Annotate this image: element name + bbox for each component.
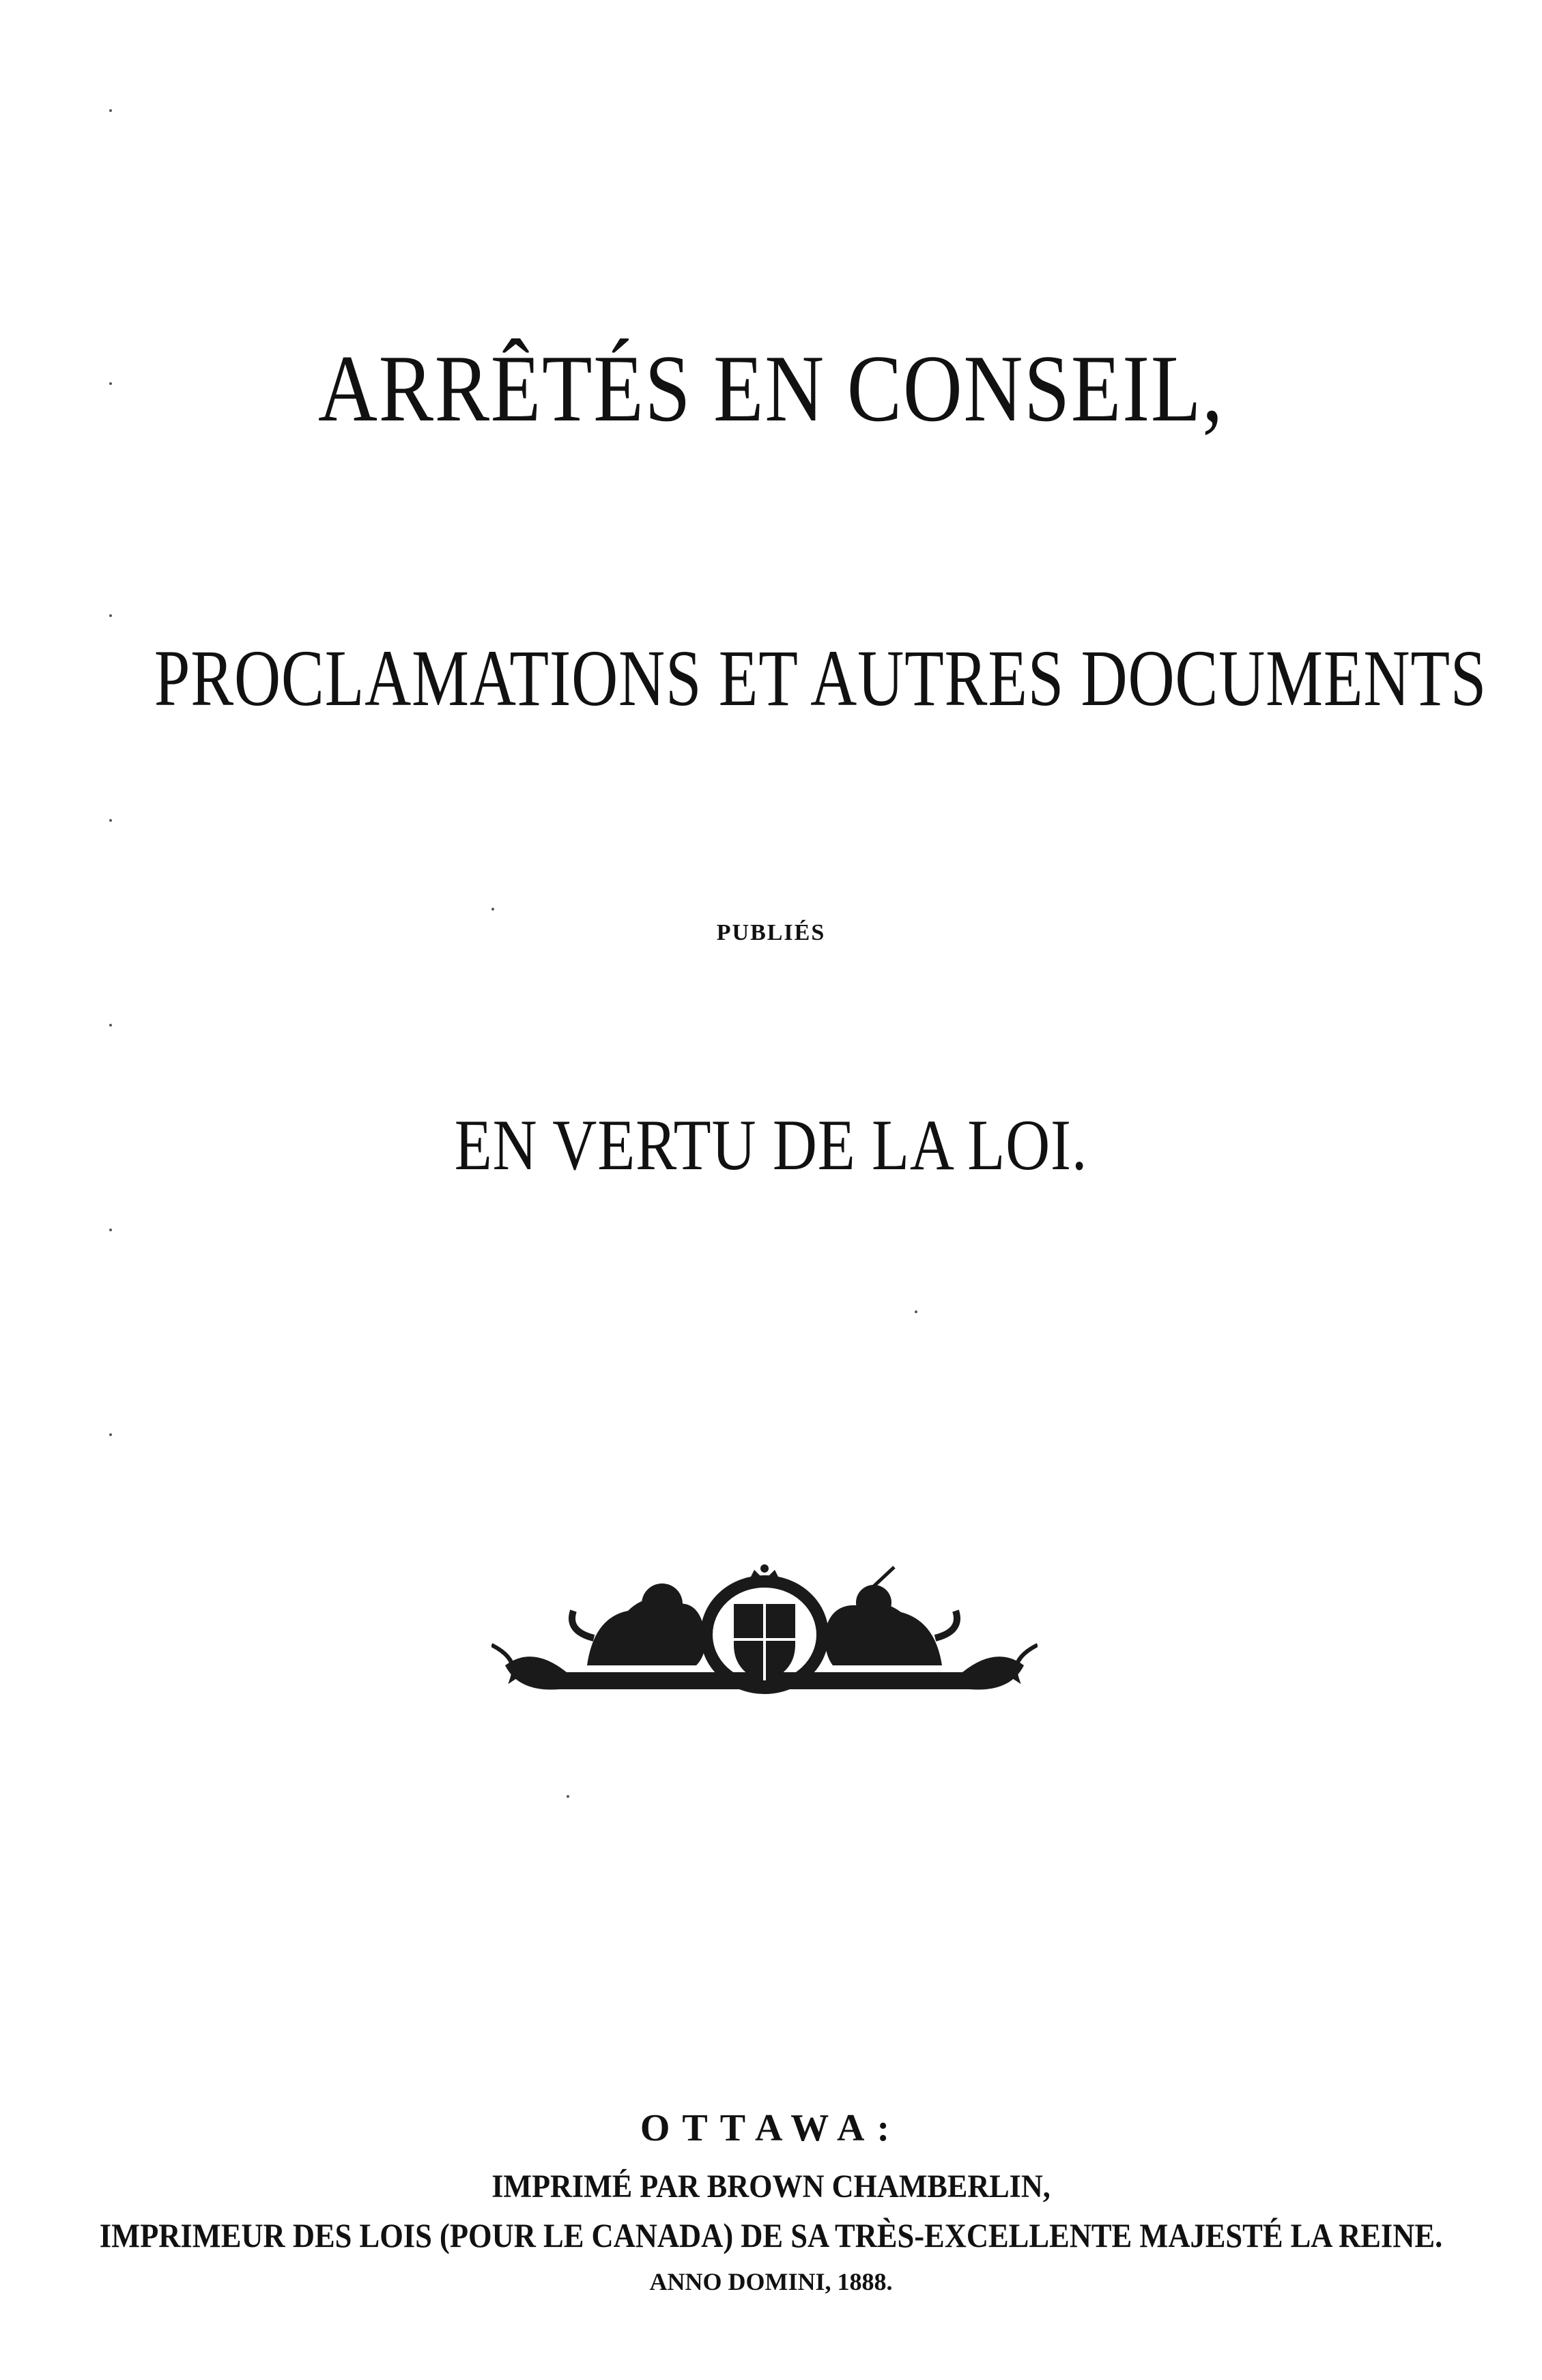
legal-authority-line: EN VERTU DE LA LOI.: [454, 1105, 1088, 1185]
imprint-year: ANNO DOMINI, 1888.: [649, 2268, 893, 2295]
scan-speck: [109, 1433, 112, 1436]
imprint-city: OTTAWA:: [640, 2107, 902, 2149]
royal-coat-of-arms-icon: [491, 1563, 1038, 1720]
scan-speck: [109, 819, 112, 822]
scan-speck: [109, 1024, 112, 1027]
imprint-printer: IMPRIMÉ PAR BROWN CHAMBERLIN,: [491, 2168, 1051, 2205]
subtitle: PROCLAMATIONS ET AUTRES DOCUMENTS: [154, 633, 1487, 723]
imprint-office: IMPRIMEUR DES LOIS (POUR LE CANADA) DE SA TRÈS-EXCELLENTE MAJESTÉ LA REINE.: [99, 2216, 1443, 2254]
scan-speck: [109, 1229, 112, 1231]
scan-speck: [109, 382, 112, 385]
scan-speck: [491, 908, 494, 911]
scan-speck: [109, 614, 112, 617]
main-title: ARRÊTÉS EN CONSEIL,: [318, 336, 1224, 442]
published-label: PUBLIÉS: [716, 920, 826, 945]
scan-speck: [915, 1310, 917, 1313]
scan-speck: [109, 109, 112, 112]
scan-speck: [567, 1795, 569, 1798]
